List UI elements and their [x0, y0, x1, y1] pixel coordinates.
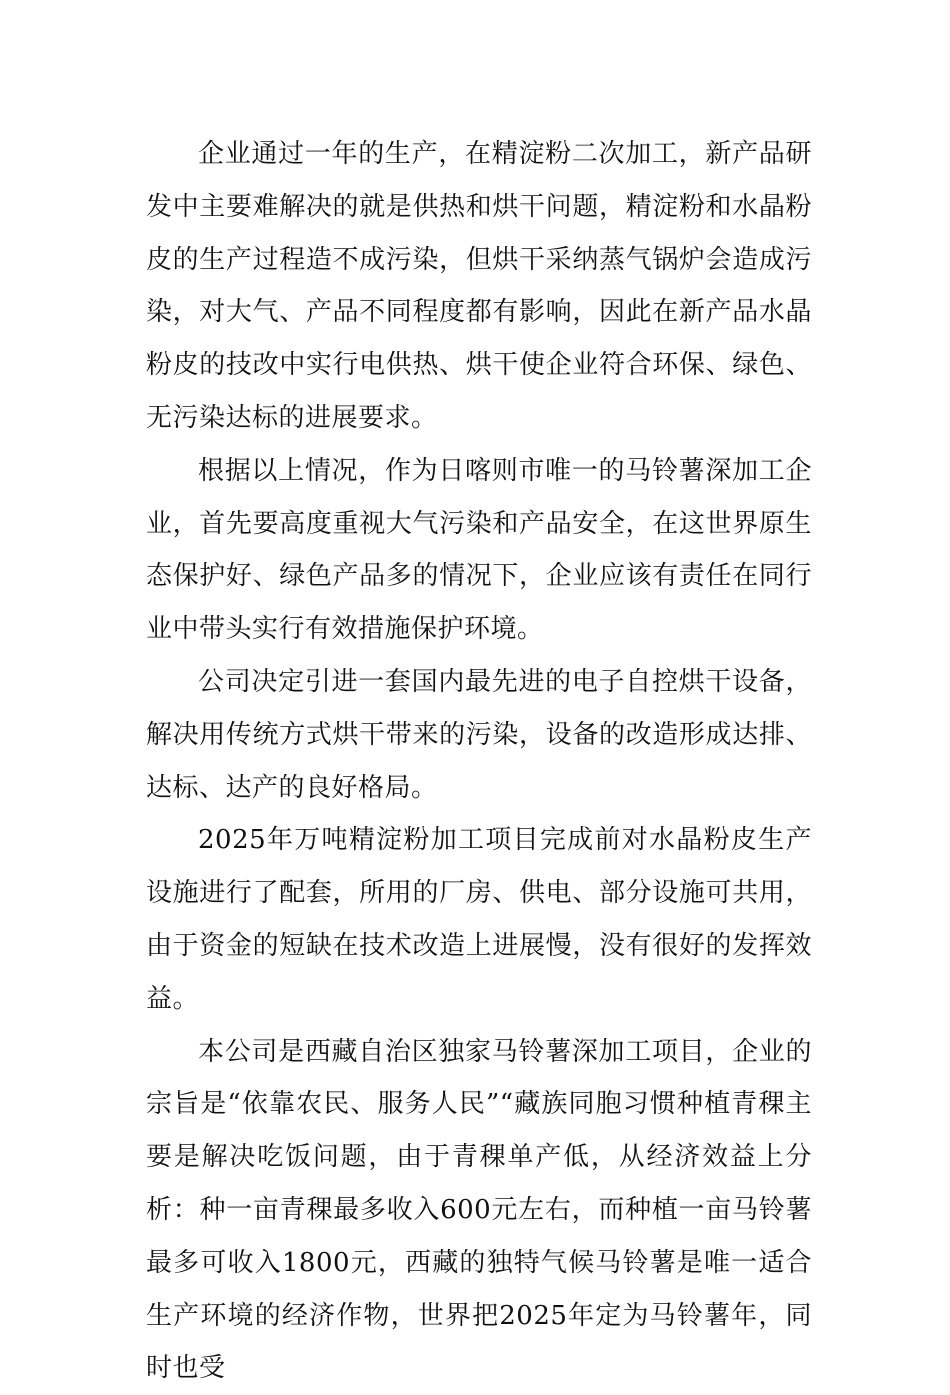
paragraph-2: 根据以上情况，作为日喀则市唯一的马铃薯深加工企业，首先要高度重视大气污染和产品安全，在这世界原生态保护好、绿色产品多的情况下，企业应该有责任在同行业中带头实行有效措施保护环境。: [146, 455, 812, 645]
paragraph-5: 本公司是西藏自治区独家马铃薯深加工项目，企业的宗旨是“依靠农民、服务人民”“藏族同胞习惯种植青稞主要是解决吃饭问题，由于青稞单产低，从经济效益上分析：种一亩青稞最多收入600元左右，而种植一亩马铃薯最多可收入1800元，西藏的独特气候马铃薯是唯一适合生产环境的经济作物，世界把2025年定为马铃薯年，同时也受: [146, 1036, 812, 1384]
paragraph-4: 2025年万吨精淀粉加工项目完成前对水晶粉皮生产设施进行了配套，所用的厂房、供电、部分设施可共用，由于资金的短缺在技术改造上进展慢，没有很好的发挥效益。: [146, 825, 812, 1014]
paragraph-1: 企业通过一年的生产，在精淀粉二次加工，新产品研发中主要难解决的就是供热和烘干问题，精淀粉和水晶粉皮的生产过程造不成污染，但烘干采纳蒸气锅炉会造成污染，对大气、产品不同程度都有影响，因此在新产品水晶粉皮的技改中实行电供热、烘干使企业符合环保、绿色、无污染达标的进展要求。: [146, 139, 812, 433]
paragraph-3: 公司决定引进一套国内最先进的电子自控烘干设备，解决用传统方式烘干带来的污染，设备的改造形成达排、达标、达产的良好格局。: [146, 666, 812, 803]
document-body: [146, 128, 812, 1395]
